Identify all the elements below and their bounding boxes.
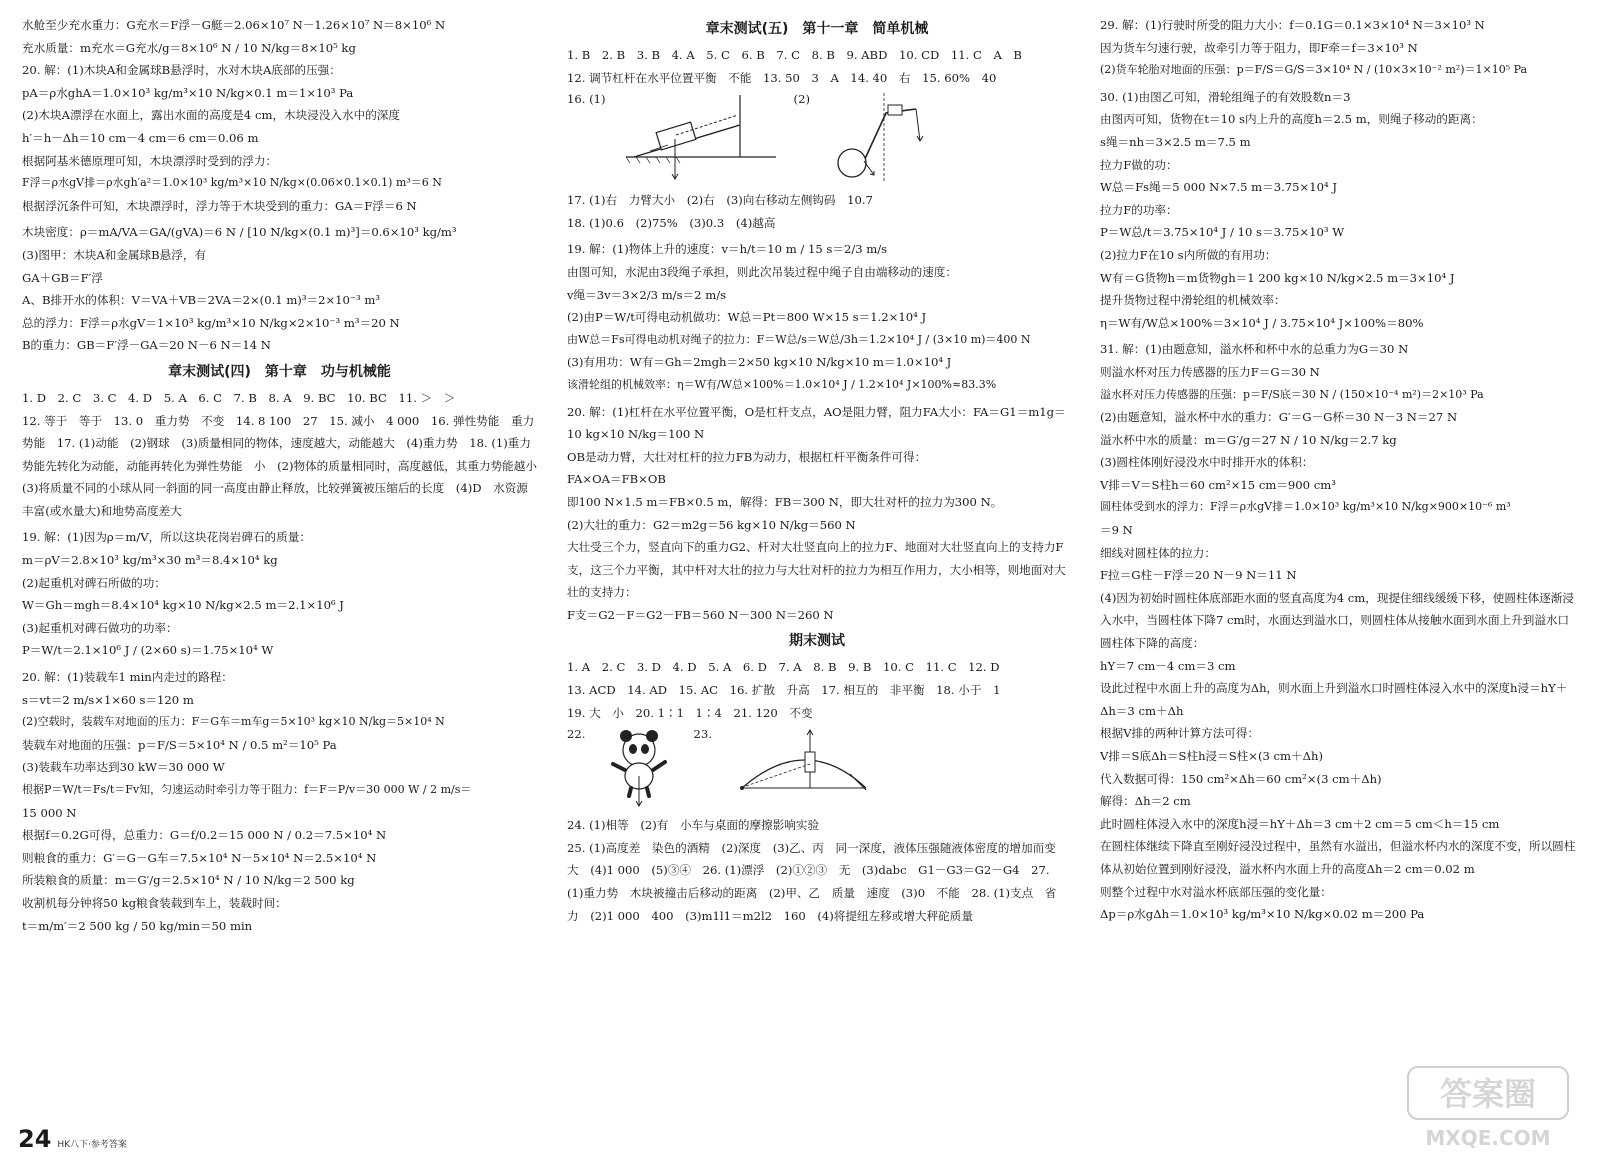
answer-line: 因为货车匀速行驶，故牵引力等于阻力，即F牵＝f＝3×10³ N (1100, 40, 1418, 55)
answer-line: s＝vt＝2 m/s×1×60 s＝120 m (22, 692, 194, 707)
curved-beam-force-diagram (726, 726, 876, 810)
answer-line: P＝W/t＝2.1×10⁶ J / (2×60 s)＝1.75×10⁴ W (22, 643, 274, 658)
answer-paragraph: 12. 等于 等于 13. 0 重力势 不变 14. 8 100 27 15. 减小 4 000 16. 弹性势能 重力势能 17. (1)动能 (2)钢球 (3)质量相同的物体，速度越大，动能越大 (4)重力势 18. (1)重力势能先转化为动能，动能再转化为弹性势能 小 (2)物体的质量相同时，高度越低，其重力势能越小 (3)将质量不同的小球从同一斜面的同一高度由静止释放，比较弹簧被压缩后的长度 (4)D 水资源丰富(或水量大)和地势高度差大 (22, 413, 549, 518)
answer-line: 13. ACD 14. AD 15. AC 16. 扩散 升高 17. 相互的 非平衡 18. 小于 1 (567, 683, 1001, 698)
answer-line: GA＋GB＝F′浮 (22, 270, 103, 285)
answer-line: 由图丙可知，货物在t＝10 s内上升的高度h＝2.5 m，则绳子移动的距离： (1100, 112, 1483, 127)
answer-line: (2)空载时，装载车对地面的压力：F＝G车＝m车g＝5×10³ kg×10 N/kg＝5×10⁴ N (22, 715, 445, 729)
answer-paragraph: 20. 解：(1)杠杆在水平位置平衡，O是杠杆支点，AO是阻力臂，阻力FA大小：FA＝G1＝m1g＝10 kg×10 N/kg＝100 N (567, 404, 1066, 442)
answer-line: V排＝S底Δh＝S柱h浸＝S柱×(3 cm＋Δh) (1100, 749, 1323, 763)
answer-line: W＝Gh＝mgh＝8.4×10⁴ kg×10 N/kg×2.5 m＝2.1×10⁶ J (22, 598, 344, 613)
answer-column-2 (567, 14, 1067, 1119)
answer-line: F拉＝G柱－F浮＝20 N－9 N＝11 N (1100, 568, 1297, 583)
page-number: 24 (18, 1125, 52, 1153)
incline-lever-diagram (620, 91, 780, 183)
answer-line: h′＝h－Δh＝10 cm－4 cm＝6 cm＝0.06 m (22, 130, 259, 145)
answer-line: 代入数据可得：150 cm²×Δh＝60 cm²×(3 cm＋Δh) (1100, 771, 1382, 786)
page-footer (18, 1127, 127, 1151)
answer-line: 根据V排的两种计算方法可得： (1100, 726, 1260, 741)
footer-label: HK八下·参考答案 (57, 1140, 127, 1150)
answer-line: η＝W有/W总×100%＝3×10⁴ J / 3.75×10⁴ J×100%＝80% (1100, 315, 1424, 330)
answer-line: 根据浮沉条件可知，木块漂浮时，浮力等于木块受到的重力：GA＝F浮＝6 N (22, 198, 417, 213)
answer-line: v绳＝3v＝3×2/3 m/s＝2 m/s (567, 287, 727, 302)
answer-line: (3)圆柱体刚好浸没水中时排开水的体积： (1100, 455, 1314, 470)
answer-line: (3)有用功：W有＝Gh＝2mgh＝2×50 kg×10 N/kg×10 m＝1.0×10⁴ J (567, 355, 952, 370)
answer-line: P＝W总/t＝3.75×10⁴ J / 10 s＝3.75×10³ W (1100, 225, 1345, 240)
answer-line: (3)装载车功率达到30 kW＝30 000 W (22, 760, 225, 775)
watermark-logo (1402, 1061, 1574, 1153)
section-heading-chapter-test-5: 章末测试(五) 第十一章 简单机械 (705, 21, 929, 37)
answer-line: pA＝ρ水ghA＝1.0×10³ kg/m³×10 N/kg×0.1 m＝1×10³ Pa (22, 85, 354, 100)
answer-line: ＝9 N (1100, 523, 1133, 538)
answer-line: FA×OA＝FB×OB (567, 472, 666, 487)
answer-line: 19. 解：(1)因为ρ＝m/V，所以这块花岗岩碑石的质量： (22, 530, 311, 545)
figure-row-16 (567, 91, 1067, 187)
watermark-title: 答案圈 (1439, 1075, 1537, 1113)
answer-line: 1. B 2. B 3. B 4. A 5. C 6. B 7. C 8. B 9. ABD 10. CD 11. C A B (567, 48, 1022, 62)
answer-line: 溢水杯中水的质量：m＝G′/g＝27 N / 10 N/kg＝2.7 kg (1100, 432, 1397, 447)
answer-line: t＝m/m′＝2 500 kg / 50 kg/min＝50 min (22, 918, 253, 933)
answer-line: 水舱至少充水重力：G充水＝F浮－G艇＝2.06×10⁷ N－1.26×10⁷ N＝8×10⁶ N (22, 18, 446, 32)
answer-line: 1. A 2. C 3. D 4. D 5. A 6. D 7. A 8. B 9. B 10. C 11. C 12. D (567, 660, 1000, 675)
answer-line: 装载车对地面的压强：p＝F/S＝5×10⁴ N / 0.5 m²＝10⁵ Pa (22, 737, 337, 752)
answer-line: W总＝Fs绳＝5 000 N×7.5 m＝3.75×10⁴ J (1100, 180, 1337, 195)
answer-line: 圆柱体受到水的浮力：F浮＝ρ水gV排＝1.0×10³ kg/m³×10 N/kg×900×10⁻⁶ m³ (1100, 500, 1511, 514)
section-heading-final-test: 期末测试 (789, 633, 845, 650)
answer-line: 由W总＝Fs可得电动机对绳子的拉力：F＝W总/s＝W总/3h＝1.2×10⁴ J / (3×10 m)＝400 N (567, 332, 1031, 346)
answer-line: 20. 解：(1)木块A和金属球B悬浮时，水对木块A底部的压强： (22, 63, 341, 78)
panda-gravity-diagram (599, 726, 679, 810)
figure-row-22-23 (567, 726, 1067, 812)
answer-line: 19. 解：(1)物体上升的速度：v＝h/t＝10 m / 15 s＝2/3 m/s (567, 242, 888, 257)
answer-line: 总的浮力：F浮＝ρ水gV＝1×10³ kg/m³×10 N/kg×2×10⁻³ m³＝20 N (22, 315, 400, 330)
answer-line: 收割机每分钟将50 kg粮食装载到车上，装载时间： (22, 895, 287, 910)
answer-line: 18. (1)0.6 (2)75% (3)0.3 (4)越高 (567, 215, 776, 230)
figure-label: (2) (793, 92, 810, 107)
answer-line: W有＝G货物h＝m货物gh＝1 200 kg×10 N/kg×2.5 m＝3×10⁴ J (1100, 270, 1455, 285)
answer-column-3 (1100, 14, 1580, 1119)
answer-paragraph: 25. (1)高度差 染色的酒精 (2)深度 (3)乙、丙 同一深度，液体压强随液体密度的增加而变大 (4)1 000 (5)③④ 26. (1)漂浮 (2)①②③ 无 (3)dabc G1－G3＝G2－G4 27. (1)重力势 木块被撞击后移动的距离 (2)甲、乙 质量 速度 (3)0 不能 28. (1)支点 省力 (2)1 000 400 (3)m1l1＝m2l2 160 (4)将提纽左移或增大秤砣质量 (567, 840, 1057, 923)
answer-line: s绳＝nh＝3×2.5 m＝7.5 m (1100, 134, 1251, 149)
answer-line: 则溢水杯对压力传感器的压力F＝G＝30 N (1100, 364, 1320, 379)
answer-line: (2)拉力F在10 s内所做的有用功： (1100, 247, 1277, 262)
answer-line: 29. 解：(1)行驶时所受的阻力大小：f＝0.1G＝0.1×3×10⁴ N＝3×10³ N (1100, 18, 1485, 32)
answer-line: 拉力F做的功： (1100, 157, 1178, 172)
answer-line: 根据P＝W/t＝Fs/t＝Fv知，匀速运动时牵引力等于阻力：f＝F＝P/v＝30 000 W / 2 m/s＝ (22, 783, 472, 796)
answer-line: F支＝G2－F＝G2－FB＝560 N－300 N＝260 N (567, 607, 834, 622)
answer-line: 12. 调节杠杆在水平位置平衡 不能 13. 50 3 A 14. 40 右 15. 60% 40 (567, 70, 997, 85)
answer-line: 则整个过程中水对溢水杯底部压强的变化量： (1100, 884, 1332, 899)
answer-line: hY＝7 cm－4 cm＝3 cm (1100, 658, 1236, 673)
answer-line: 溢水杯对压力传感器的压强：p＝F/S底＝30 N / (150×10⁻⁴ m²)＝2×10³ Pa (1100, 387, 1484, 401)
answer-line: 24. (1)相等 (2)有 小车与桌面的摩擦影响实验 (567, 818, 820, 833)
answer-line: m＝ρV＝2.8×10³ kg/m³×30 m³＝8.4×10⁴ kg (22, 553, 278, 568)
answer-line: 木块密度：ρ＝mA/VA＝GA/(gVA)＝6 N / [10 N/kg×(0.1 m)³]＝0.6×10³ kg/m³ (22, 225, 457, 240)
answer-line: 所装粮食的质量：m＝G′/g＝2.5×10⁴ N / 10 N/kg＝2 500 kg (22, 873, 355, 888)
answer-line: 提升货物过程中滑轮组的机械效率： (1100, 293, 1286, 308)
figure-label: 22. (567, 727, 586, 742)
answer-line: (2)由P＝W/t可得电动机做功：W总＝Pt＝800 W×15 s＝1.2×10⁴ J (567, 310, 927, 325)
figure-label: 16. (1) (567, 92, 606, 107)
answer-line: (2)大壮的重力：G2＝m2g＝56 kg×10 N/kg＝560 N (567, 517, 856, 532)
answer-line: (2)木块A漂浮在水面上，露出水面的高度是4 cm，木块浸没入水中的深度 (22, 108, 400, 123)
answer-line: 17. (1)右 力臂大小 (2)右 (3)向右移动左侧钩码 10.7 (567, 193, 873, 208)
answer-paragraph: 大壮受三个力，竖直向下的重力G2、杆对大壮竖直向上的拉力F、地面对大壮竖直向上的支持力F支，这三个力平衡，其中杆对大壮的拉力与大壮对杆的拉力为相互作用力，大小相等，则地面对大壮的支持力： (567, 540, 1066, 600)
answer-line: F浮＝ρ水gV排＝ρ水gh′a²＝1.0×10³ kg/m³×10 N/kg×(0.06×0.1×0.1) m³＝6 N (22, 176, 442, 190)
answer-line: 1. D 2. C 3. C 4. D 5. A 6. C 7. B 8. A 9. BC 10. BC 11. ＞ ＞ (22, 390, 456, 405)
answer-line: 15 000 N (22, 805, 77, 820)
bent-lever-ball-diagram (824, 91, 954, 183)
answer-line: 细线对圆柱体的拉力： (1100, 545, 1216, 560)
answer-line: 此时圆柱体浸入水中的深度h浸＝hY＋Δh＝3 cm＋2 cm＝5 cm＜h＝15 cm (1100, 816, 1500, 831)
answer-line: 20. 解：(1)装载车1 min内走过的路程： (22, 670, 233, 685)
answer-line: 由图可知，水泥由3段绳子承担，则此次吊装过程中绳子自由端移动的速度： (567, 264, 957, 279)
answer-line: B的重力：GB＝F′浮－GA＝20 N－6 N＝14 N (22, 338, 271, 353)
answer-line: OB是动力臂，大壮对杠杆的拉力FB为动力，根据杠杆平衡条件可得： (567, 449, 927, 464)
answer-paragraph: 在圆柱体继续下降直至刚好浸没过程中，虽然有水溢出，但溢水杯内水的深度不变，所以圆柱体从初始位置到刚好浸没，溢水杯内水面上升的高度Δh＝2 cm＝0.02 m (1100, 839, 1576, 876)
answer-line: 则粮食的重力：G′＝G－G车＝7.5×10⁴ N－5×10⁴ N＝2.5×10⁴ N (22, 850, 377, 865)
answer-line: 31. 解：(1)由题意知，溢水杯和杯中水的总重力为G＝30 N (1100, 342, 1409, 357)
answer-line: Δp＝ρ水gΔh＝1.0×10³ kg/m³×10 N/kg×0.02 m＝200 Pa (1100, 907, 1425, 922)
answer-line: (2)由题意知，溢水杯中水的重力：G′＝G－G杯＝30 N－3 N＝27 N (1100, 410, 1458, 425)
answer-line: 该滑轮组的机械效率：η＝W有/W总×100%＝1.0×10⁴ J / 1.2×10⁴ J×100%≈83.3% (567, 377, 997, 391)
answer-line: 30. (1)由图乙可知，滑轮组绳子的有效股数n＝3 (1100, 89, 1351, 104)
answer-line: 解得：Δh＝2 cm (1100, 794, 1191, 809)
answer-line: (2)起重机对碑石所做的功： (22, 575, 166, 590)
answer-column-1 (22, 14, 549, 1119)
figure-label: 23. (693, 727, 712, 742)
section-heading-chapter-test-4: 章末测试(四) 第十章 功与机械能 (168, 363, 391, 380)
answer-line: 根据阿基米德原理可知，木块漂浮时受到的浮力： (22, 153, 278, 168)
answer-line: 充水质量：m充水＝G充水/g＝8×10⁶ N / 10 N/kg＝8×10⁵ kg (22, 40, 356, 55)
answer-paragraph: 设此过程中水面上升的高度为Δh，则水面上升到溢水口时圆柱体浸入水中的深度h浸＝hY＋Δh＝3 cm＋Δh (1100, 681, 1568, 718)
answer-line: (3)起重机对碑石做功的功率： (22, 620, 178, 635)
answer-paragraph: (4)因为初始时圆柱体底部距水面的竖直高度为4 cm，现提住细线缓缓下移，使圆柱体逐渐浸入水中，当圆柱体下降7 cm时，水面达到溢水口，则圆柱体从接触水面到水面上升到溢水口圆柱体下降的高度： (1100, 590, 1574, 651)
watermark-url: MXQE.COM (1425, 1126, 1551, 1150)
answer-line: 即100 N×1.5 m＝FB×0.5 m，解得：FB＝300 N，即大壮对杆的拉力为300 N。 (567, 494, 1003, 509)
answer-line: 19. 大 小 20. 1∶1 1∶4 21. 120 不变 (567, 705, 813, 720)
answer-line: 根据f＝0.2G可得，总重力：G＝f/0.2＝15 000 N / 0.2＝7.5×10⁴ N (22, 828, 387, 843)
answer-line: V排＝V＝S柱h＝60 cm²×15 cm＝900 cm³ (1100, 477, 1336, 492)
answer-line: (3)图甲：木块A和金属球B悬浮，有 (22, 247, 207, 262)
answer-line: 拉力F的功率： (1100, 202, 1178, 217)
answer-line: A、B排开水的体积：V＝VA＋VB＝2VA＝2×(0.1 m)³＝2×10⁻³ m³ (22, 293, 381, 308)
answer-line: (2)货车轮胎对地面的压强：p＝F/S＝G/S＝3×10⁴ N / (10×3×10⁻² m²)＝1×10⁵ Pa (1100, 63, 1528, 77)
